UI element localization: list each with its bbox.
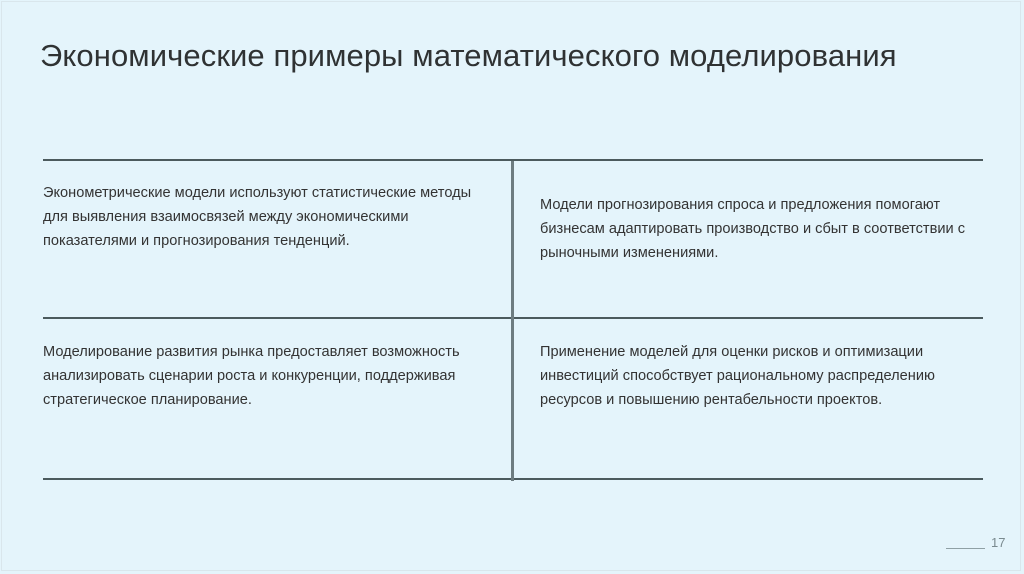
- column-divider-foot: [527, 478, 555, 480]
- slide-title: Экономические примеры математического моделирования: [40, 38, 897, 73]
- table-cell-top-right: Модели прогнозирования спроса и предложения помогают бизнесам адаптировать производство и сбыт в соответствии с рыночными изменениями.: [540, 197, 966, 261]
- page-number: 17: [991, 535, 1006, 550]
- table-cell-bottom-right: Применение моделей для оценки рисков и оптимизации инвестиций способствует рациональному распределению ресурсов и повышению рентабельности проектов.: [540, 344, 935, 408]
- page-number-rule: [946, 548, 985, 549]
- table-cell-top-left: Эконометрические модели используют статистические методы для выявления взаимосвязей между экономическими показателями и прогнозирования тенденций.: [43, 185, 472, 249]
- table-column-divider: [511, 161, 514, 481]
- table-cell-bottom-left: Моделирование развития рынка предоставляет возможность анализировать сценарии роста и конкуренции, поддерживая стратегическое планирование.: [43, 344, 460, 408]
